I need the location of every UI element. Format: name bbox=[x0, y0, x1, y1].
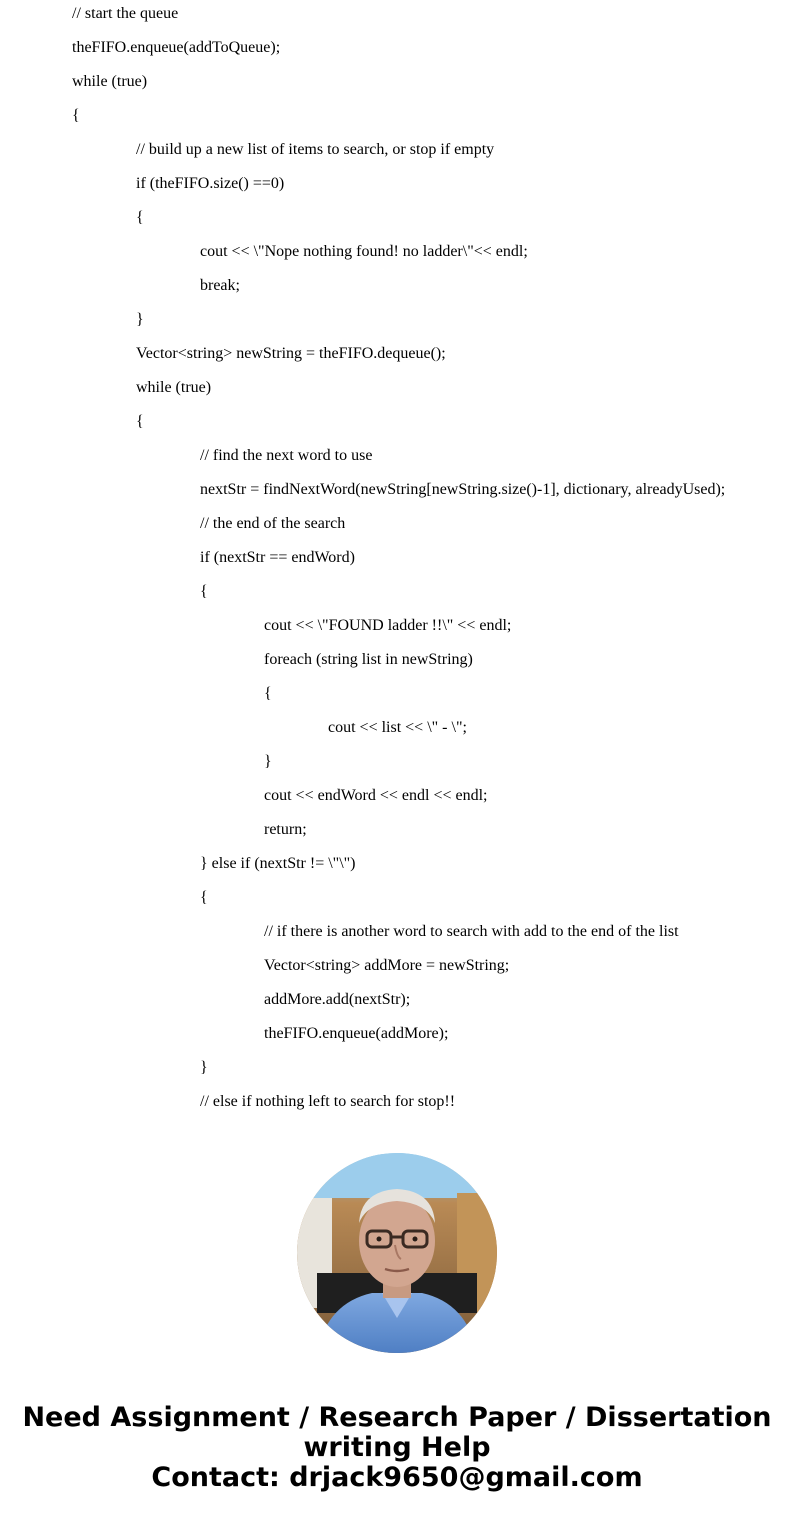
code-line: { bbox=[200, 889, 208, 906]
author-avatar bbox=[297, 1153, 497, 1353]
code-line: } else if (nextStr != \"\") bbox=[200, 855, 356, 872]
code-line: } bbox=[136, 311, 144, 328]
code-line: return; bbox=[264, 821, 307, 838]
code-line: while (true) bbox=[136, 379, 212, 396]
code-line: cout << endWord << endl << endl; bbox=[264, 787, 488, 804]
code-line: foreach (string list in newString) bbox=[264, 651, 473, 668]
code-line: nextStr = findNextWord(newString[newString.size()-1], dictionary, alreadyUsed); bbox=[200, 481, 726, 498]
code-line: theFIFO.enqueue(addMore); bbox=[264, 1025, 449, 1042]
code-line: { bbox=[136, 209, 144, 226]
code-line: { bbox=[200, 583, 208, 600]
code-line: break; bbox=[200, 277, 240, 294]
code-line: } bbox=[200, 1059, 208, 1076]
code-line: addMore.add(nextStr); bbox=[264, 991, 411, 1008]
footer-line-2: writing Help bbox=[303, 1432, 491, 1463]
code-line: { bbox=[136, 413, 144, 430]
code-line: Vector<string> addMore = newString; bbox=[264, 957, 510, 974]
code-line: { bbox=[72, 107, 80, 124]
code-line: // else if nothing left to search for stop!! bbox=[200, 1093, 456, 1110]
footer-contact: Contact: drjack9650@gmail.com bbox=[151, 1462, 643, 1493]
code-line: Vector<string> newString = theFIFO.dequeue(); bbox=[136, 345, 446, 362]
code-line: // build up a new list of items to search, or stop if empty bbox=[136, 141, 495, 158]
code-line: while (true) bbox=[72, 73, 148, 90]
code-line: { bbox=[264, 685, 272, 702]
code-line: // find the next word to use bbox=[200, 447, 373, 464]
contact-footer bbox=[0, 1403, 794, 1493]
code-line: cout << \"FOUND ladder !!\" << endl; bbox=[264, 617, 512, 634]
code-line: // start the queue bbox=[72, 5, 179, 22]
code-line: if (theFIFO.size() ==0) bbox=[136, 175, 285, 192]
author-photo bbox=[297, 1153, 497, 1353]
footer-line-1: Need Assignment / Research Paper / Dissertation bbox=[22, 1402, 772, 1433]
code-line: cout << \"Nope nothing found! no ladder\"<< endl; bbox=[200, 243, 528, 260]
code-line: theFIFO.enqueue(addToQueue); bbox=[72, 39, 281, 56]
code-line: cout << list << \" - \"; bbox=[328, 719, 467, 736]
code-line: if (nextStr == endWord) bbox=[200, 549, 355, 566]
code-line: } bbox=[264, 753, 272, 770]
code-line: // if there is another word to search with add to the end of the list bbox=[264, 923, 679, 940]
code-line: // the end of the search bbox=[200, 515, 346, 532]
